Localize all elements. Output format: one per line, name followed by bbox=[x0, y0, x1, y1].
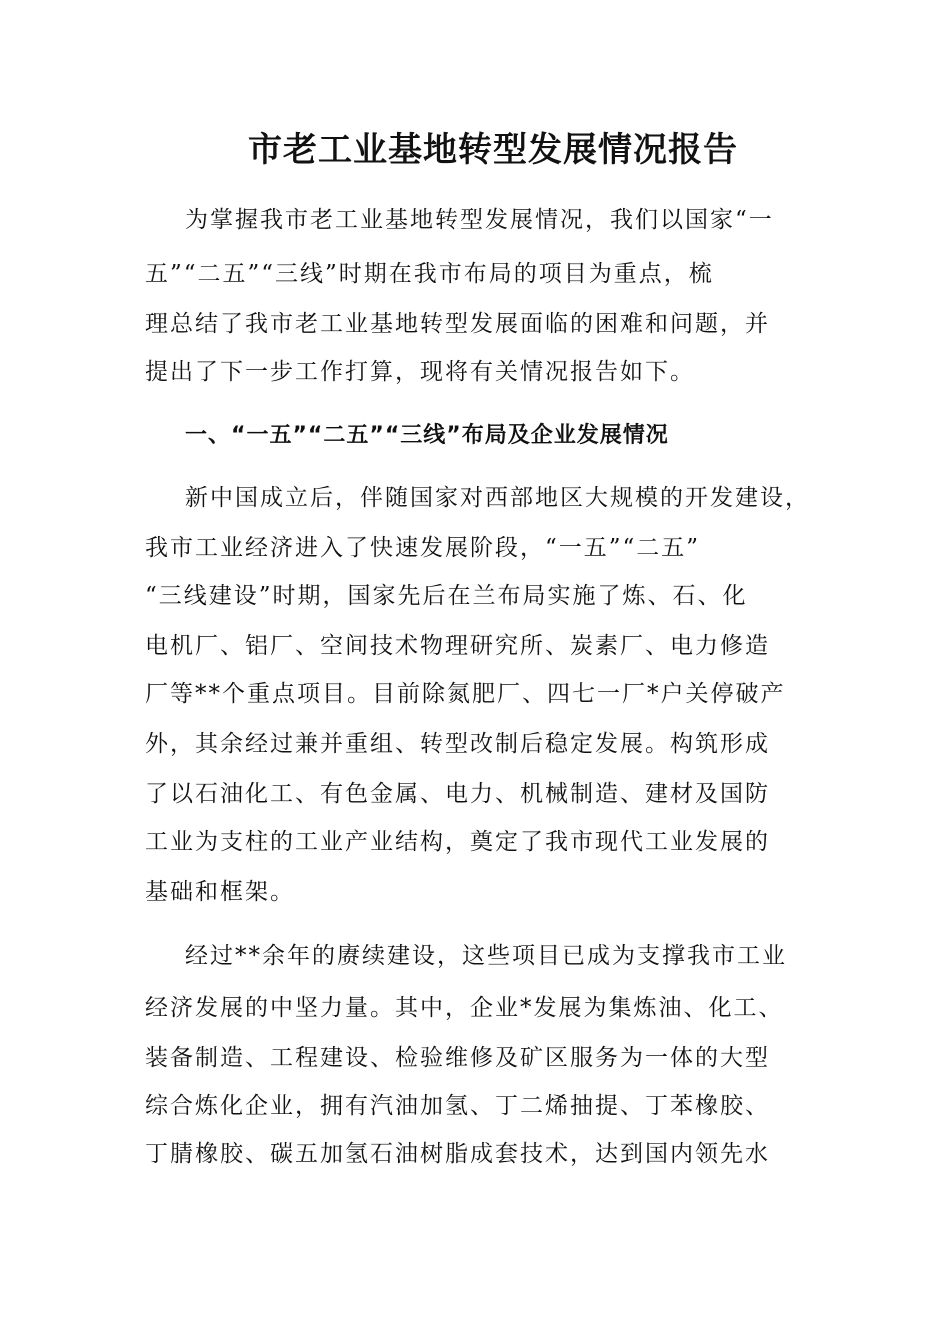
paragraph-line: 工业为支柱的工业产业结构，奠定了我市现代工业发展的 bbox=[145, 829, 770, 855]
paragraph-line: 理总结了我市老工业基地转型发展面临的困难和问题，并 bbox=[145, 311, 770, 337]
paragraph-line: 新中国成立后，伴随国家对西部地区大规模的开发建设， bbox=[185, 485, 810, 511]
paragraph-line: 外，其余经过兼并重组、转型改制后稳定发展。构筑形成 bbox=[145, 731, 770, 757]
paragraph-line: 经济发展的中坚力量。其中，企业*发展为集炼油、化工、 bbox=[145, 995, 784, 1021]
section-heading: 一、“一五”“二五”“三线”布局及企业发展情况 bbox=[185, 423, 669, 448]
paragraph-line: 装备制造、工程建设、检验维修及矿区服务为一体的大型 bbox=[145, 1045, 770, 1071]
paragraph-line: 我市工业经济进入了快速发展阶段，“一五”“二五” bbox=[145, 535, 701, 561]
paragraph-line: “三线建设”时期，国家先后在兰布局实施了炼、石、化 bbox=[145, 583, 748, 609]
document-title: 市老工业基地转型发展情况报告 bbox=[248, 130, 738, 170]
paragraph-line: 了以石油化工、有色金属、电力、机械制造、建材及国防 bbox=[145, 781, 770, 807]
paragraph-line: 综合炼化企业，拥有汽油加氢、丁二烯抽提、丁苯橡胶、 bbox=[145, 1093, 770, 1119]
paragraph-line: 提出了下一步工作打算，现将有关情况报告如下。 bbox=[145, 359, 695, 385]
paragraph-line: 经过**余年的赓续建设，这些项目已成为支撑我市工业 bbox=[185, 943, 787, 969]
paragraph-line: 厂等**个重点项目。目前除氮肥厂、四七一厂*户关停破产 bbox=[145, 681, 786, 707]
paragraph-line: 丁腈橡胶、碳五加氢石油树脂成套技术，达到国内领先水 bbox=[145, 1141, 770, 1167]
paragraph-line: 为掌握我市老工业基地转型发展情况，我们以国家“一 bbox=[185, 207, 774, 233]
paragraph-line: 电机厂、铝厂、空间技术物理研究所、炭素厂、电力修造 bbox=[145, 633, 770, 659]
paragraph-line: 五”“二五”“三线”时期在我市布局的项目为重点，梳 bbox=[145, 261, 714, 287]
paragraph-line: 基础和框架。 bbox=[145, 879, 295, 905]
